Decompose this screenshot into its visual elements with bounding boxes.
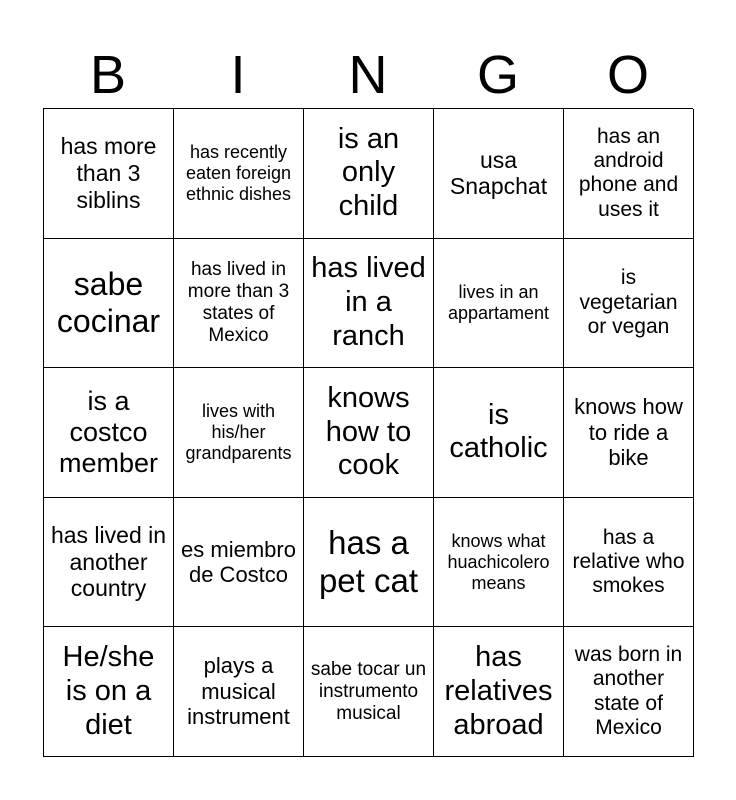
bingo-cell[interactable] (434, 498, 564, 628)
bingo-cell[interactable] (304, 627, 434, 757)
cell-text: He/she is on a diet (62, 641, 155, 741)
cell-text: has lived in a ranch (311, 252, 426, 352)
header-letter-g: G (476, 45, 519, 105)
cell-text: has more than 3 siblins (60, 133, 157, 213)
cell-text: has an android phone and uses it (578, 124, 679, 221)
cell-text: knows what huachicolero means (447, 530, 550, 593)
header-letter-b: B (89, 45, 127, 105)
bingo-grid (43, 108, 693, 757)
cell-text: plays a musical instrument (187, 653, 290, 730)
cell-text: has a relative who smokes (572, 525, 685, 598)
cell-text: is catholic (449, 398, 548, 465)
bingo-cell[interactable] (44, 239, 174, 369)
cell-text: has a pet cat (318, 523, 419, 600)
bingo-cell[interactable] (434, 627, 564, 757)
cell-text: es miembro de Costco (181, 536, 296, 588)
cell-text: knows how to cook (325, 382, 412, 482)
cell-text: lives in an appartament (447, 282, 550, 323)
bingo-cell[interactable] (304, 109, 434, 239)
header-letter-o: O (606, 45, 649, 105)
cell-text: has relatives abroad (444, 641, 553, 741)
bingo-cell[interactable] (304, 498, 434, 628)
cell-text: has lived in another country (50, 522, 167, 602)
cell-text: is a costco member (58, 385, 159, 479)
bingo-cell[interactable] (44, 368, 174, 498)
bingo-cell[interactable] (564, 239, 694, 369)
cell-text: was born in another state of Mexico (574, 642, 683, 740)
bingo-cell[interactable] (44, 498, 174, 628)
bingo-cell[interactable] (434, 368, 564, 498)
bingo-cell[interactable] (174, 239, 304, 369)
cell-text: lives with his/her grandparents (185, 401, 292, 463)
bingo-cell[interactable] (174, 109, 304, 239)
bingo-cell[interactable] (44, 109, 174, 239)
cell-text: sabe tocar un instrumento musical (310, 658, 427, 724)
bingo-cell[interactable] (434, 109, 564, 239)
cell-text: sabe cocinar (56, 265, 161, 339)
bingo-cell[interactable] (564, 627, 694, 757)
header-letter-i: I (230, 45, 246, 105)
cell-text: usa Snapchat (449, 146, 548, 200)
bingo-cell[interactable] (174, 627, 304, 757)
bingo-cell[interactable] (564, 368, 694, 498)
bingo-cell[interactable] (304, 368, 434, 498)
bingo-cell[interactable] (564, 498, 694, 628)
bingo-cell[interactable] (564, 109, 694, 239)
cell-text: has recently eaten foreign ethnic dishes (185, 141, 292, 204)
header-letter-n: N (348, 45, 388, 105)
cell-text: knows how to ride a bike (574, 394, 683, 471)
bingo-header (43, 42, 693, 108)
bingo-cell[interactable] (174, 498, 304, 628)
cell-text: has lived in more than 3 states of Mexico (187, 258, 290, 346)
bingo-cell[interactable] (44, 627, 174, 757)
cell-text: is vegetarian or vegan (579, 266, 678, 339)
bingo-cell[interactable] (174, 368, 304, 498)
bingo-cell[interactable] (304, 239, 434, 369)
bingo-cell[interactable] (434, 239, 564, 369)
cell-text: is an only child (337, 122, 400, 223)
